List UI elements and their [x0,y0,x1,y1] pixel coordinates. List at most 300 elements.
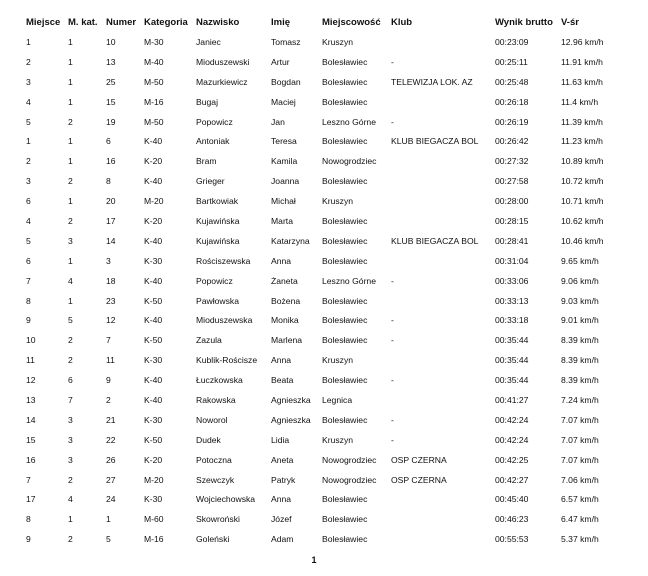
table-row [26,32,626,52]
cell-place: 3 [26,176,31,187]
cell-avg-speed: 10.89 km/h [561,156,604,167]
cell-surname: Zazula [196,335,222,346]
cell-category: K-50 [144,335,163,346]
cell-number: 24 [106,494,116,505]
cell-number: 14 [106,235,116,246]
cell-avg-speed: 11.39 km/h [561,116,603,127]
cell-surname: Noworol [196,414,228,425]
cell-number: 20 [106,196,116,207]
cell-club: - [391,275,394,286]
cell-number: 10 [106,36,116,47]
cell-club [391,529,495,549]
cell-gross-time: 00:42:24 [495,434,529,445]
cell-club [391,32,495,52]
cell-club [391,390,495,410]
table-row [26,92,626,112]
cell-category: K-20 [144,215,163,226]
cell-first-name: Lidia [271,434,290,445]
cell-club [391,191,495,211]
cell-surname: Antoniak [196,136,230,147]
cell-city: Bolesławiec [322,176,368,187]
column-header-category-place: M. kat. [68,16,98,28]
cell-surname: Dudek [196,434,221,445]
cell-place: 8 [26,295,31,306]
cell-category: K-40 [144,136,163,147]
table-row [26,52,626,72]
cell-category: M-16 [144,96,164,107]
cell-number: 19 [106,116,116,127]
cell-category-place: 1 [68,36,73,47]
cell-place: 4 [26,96,31,107]
cell-first-name: Aneta [271,454,294,465]
table-row [26,271,626,291]
cell-surname: Bugaj [196,96,218,107]
cell-avg-speed: 6.57 km/h [561,494,599,505]
cell-city: Kruszyn [322,36,354,47]
cell-gross-time: 00:31:04 [495,255,529,266]
table-row [26,191,626,211]
cell-city: Bolesławiec [322,335,368,346]
cell-number: 11 [106,355,115,366]
cell-surname: Potoczna [196,454,232,465]
cell-avg-speed: 9.01 km/h [561,315,599,326]
cell-category-place: 2 [68,176,73,187]
cell-number: 22 [106,434,116,445]
cell-city: Bolesławiec [322,375,368,386]
cell-surname: Szewczyk [196,474,235,485]
cell-category-place: 2 [68,116,73,127]
column-header-first-name: Imię [271,16,291,28]
cell-place: 2 [26,156,31,167]
cell-city: Bolesławiec [322,56,368,67]
cell-place: 7 [26,474,31,485]
cell-place: 2 [26,56,31,67]
cell-avg-speed: 7.06 km/h [561,474,599,485]
cell-category: M-40 [144,56,164,67]
cell-avg-speed: 7.07 km/h [561,414,599,425]
cell-category-place: 7 [68,394,73,405]
cell-club [391,251,495,271]
cell-category: M-20 [144,196,164,207]
cell-category: K-40 [144,235,163,246]
cell-avg-speed: 7.07 km/h [561,434,599,445]
cell-gross-time: 00:23:09 [495,36,529,47]
cell-surname: Skowroński [196,514,240,525]
cell-category: M-20 [144,474,164,485]
cell-surname: Janiec [196,36,221,47]
cell-place: 12 [26,375,36,386]
table-row [26,509,626,529]
cell-club [391,291,495,311]
cell-number: 6 [106,136,111,147]
cell-category-place: 3 [68,434,73,445]
cell-city: Bolesławiec [322,235,368,246]
cell-city: Nowogrodziec [322,156,377,167]
cell-category: K-50 [144,295,163,306]
cell-category-place: 2 [68,355,73,366]
cell-category-place: 2 [68,335,73,346]
cell-surname: Łuczkowska [196,375,243,386]
cell-category: K-30 [144,355,163,366]
cell-surname: Bram [196,156,217,167]
cell-city: Bolesławiec [322,514,368,525]
cell-gross-time: 00:26:42 [495,136,529,147]
cell-surname: Mioduszewska [196,315,253,326]
cell-surname: Kublik-Rościsze [196,355,258,366]
cell-gross-time: 00:42:24 [495,414,529,425]
cell-club [391,489,495,509]
table-row [26,390,626,410]
cell-category-place: 6 [68,375,73,386]
cell-first-name: Katarzyna [271,235,310,246]
cell-avg-speed: 9.06 km/h [561,275,599,286]
cell-category-place: 1 [68,96,73,107]
cell-first-name: Marlena [271,335,303,346]
header-row [26,12,626,32]
cell-club [391,211,495,231]
cell-category-place: 3 [68,414,73,425]
cell-gross-time: 00:28:15 [495,215,529,226]
cell-city: Legnica [322,394,353,405]
cell-city: Nowogrodziec [322,474,377,485]
table-row [26,291,626,311]
cell-gross-time: 00:41:27 [495,394,529,405]
cell-place: 6 [26,196,31,207]
cell-avg-speed: 10.46 km/h [561,235,604,246]
cell-city: Leszno Górne [322,116,376,127]
cell-first-name: Beata [271,375,294,386]
cell-first-name: Żaneta [271,275,298,286]
cell-first-name: Joanna [271,176,300,187]
cell-city: Bolesławiec [322,295,368,306]
table-row [26,370,626,390]
results-table-body [26,32,626,549]
table-row [26,529,626,549]
cell-first-name: Anna [271,255,292,266]
cell-number: 27 [106,474,116,485]
cell-gross-time: 00:27:32 [495,156,529,167]
cell-surname: Mioduszewski [196,56,250,67]
cell-surname: Popowicz [196,116,233,127]
cell-category: K-40 [144,275,163,286]
cell-gross-time: 00:27:58 [495,176,529,187]
cell-gross-time: 00:35:44 [495,375,529,386]
cell-category: K-40 [144,176,163,187]
cell-category-place: 1 [68,295,73,306]
cell-city: Nowogrodziec [322,454,377,465]
cell-avg-speed: 11.4 km/h [561,96,599,107]
cell-place: 5 [26,235,31,246]
cell-number: 16 [106,156,116,167]
cell-city: Bolesławiec [322,215,368,226]
cell-avg-speed: 9.03 km/h [561,295,599,306]
cell-gross-time: 00:25:11 [495,56,528,67]
table-row [26,171,626,191]
cell-number: 13 [106,56,116,67]
cell-place: 16 [26,454,36,465]
cell-number: 18 [106,275,116,286]
cell-category: K-50 [144,434,163,445]
cell-first-name: Adam [271,534,294,545]
cell-surname: Kujawińska [196,215,240,226]
cell-city: Kruszyn [322,355,354,366]
column-header-city: Miejscowość [322,16,381,28]
cell-category-place: 2 [68,534,73,545]
cell-first-name: Teresa [271,136,297,147]
cell-avg-speed: 11.63 km/h [561,76,603,87]
cell-first-name: Monika [271,315,299,326]
cell-gross-time: 00:46:23 [495,514,529,525]
cell-surname: Rakowska [196,394,236,405]
table-row [26,430,626,450]
cell-gross-time: 00:25:48 [495,76,529,87]
cell-gross-time: 00:35:44 [495,335,529,346]
cell-avg-speed: 5.37 km/h [561,534,599,545]
column-header-category: Kategoria [144,16,188,28]
cell-city: Bolesławiec [322,96,368,107]
cell-place: 10 [26,335,36,346]
page-number: 1 [311,555,317,565]
cell-club: TELEWIZJA LOK. AZ [391,76,473,87]
cell-category: M-60 [144,514,164,525]
cell-first-name: Tomasz [271,36,301,47]
cell-surname: Wojciechowska [196,494,256,505]
cell-category-place: 3 [68,454,73,465]
cell-category: K-20 [144,454,163,465]
cell-place: 14 [26,414,36,425]
cell-avg-speed: 11.23 km/h [561,136,603,147]
cell-first-name: Artur [271,56,290,67]
cell-number: 1 [106,514,111,525]
cell-surname: Pawłowska [196,295,239,306]
cell-city: Bolesławiec [322,414,368,425]
cell-avg-speed: 9.65 km/h [561,255,599,266]
table-row [26,310,626,330]
cell-place: 1 [26,136,31,147]
cell-category: K-30 [144,414,163,425]
cell-category: K-30 [144,494,163,505]
column-header-avg-speed: V-śr [561,16,579,28]
cell-category-place: 1 [68,255,73,266]
cell-gross-time: 00:33:06 [495,275,529,286]
table-row [26,470,626,490]
cell-number: 8 [106,176,111,187]
cell-club [391,92,495,112]
table-row [26,450,626,470]
cell-club: KLUB BIEGACZA BOL [391,136,479,147]
cell-category-place: 1 [68,56,73,67]
cell-first-name: Jan [271,116,285,127]
cell-gross-time: 00:26:19 [495,116,529,127]
cell-city: Bolesławiec [322,136,368,147]
cell-gross-time: 00:42:27 [495,474,529,485]
cell-city: Bolesławiec [322,534,368,545]
cell-place: 11 [26,355,35,366]
cell-surname: Mazurkiewicz [196,76,248,87]
cell-surname: Popowicz [196,275,233,286]
cell-club [391,350,495,370]
cell-first-name: Agnieszka [271,394,311,405]
cell-club: - [391,335,394,346]
cell-first-name: Bogdan [271,76,301,87]
cell-number: 7 [106,335,111,346]
cell-category: K-20 [144,156,163,167]
column-header-club: Klub [391,16,413,28]
cell-city: Kruszyn [322,434,354,445]
cell-category-place: 1 [68,196,73,207]
cell-category: K-40 [144,375,163,386]
cell-place: 9 [26,315,31,326]
cell-category: M-30 [144,36,164,47]
cell-number: 12 [106,315,116,326]
cell-city: Leszno Górne [322,275,376,286]
cell-place: 9 [26,534,31,545]
cell-club: OSP CZERNA [391,474,447,485]
cell-first-name: Agnieszka [271,414,311,425]
cell-gross-time: 00:33:18 [495,315,529,326]
cell-surname: Goleński [196,534,230,545]
cell-category-place: 1 [68,156,73,167]
cell-place: 13 [26,394,36,405]
cell-gross-time: 00:45:40 [495,494,529,505]
cell-first-name: Michał [271,196,296,207]
cell-place: 6 [26,255,31,266]
cell-avg-speed: 10.71 km/h [561,196,604,207]
cell-category-place: 1 [68,514,73,525]
cell-place: 17 [26,494,36,505]
cell-surname: Kujawińska [196,235,240,246]
results-table-head [26,12,626,32]
cell-club: - [391,56,394,67]
cell-first-name: Marta [271,215,293,226]
cell-category-place: 3 [68,235,73,246]
cell-club [391,509,495,529]
cell-gross-time: 00:26:18 [495,96,529,107]
cell-category: M-50 [144,76,164,87]
table-row [26,330,626,350]
cell-number: 15 [106,96,116,107]
table-row [26,251,626,271]
cell-avg-speed: 11.91 km/h [561,56,603,67]
cell-first-name: Kamila [271,156,298,167]
cell-first-name: Józef [271,514,292,525]
cell-avg-speed: 8.39 km/h [561,375,599,386]
cell-club: KLUB BIEGACZA BOL [391,235,479,246]
cell-avg-speed: 7.24 km/h [561,394,599,405]
cell-gross-time: 00:35:44 [495,355,529,366]
cell-surname: Grieger [196,176,225,187]
cell-number: 23 [106,295,116,306]
cell-number: 3 [106,255,111,266]
cell-gross-time: 00:55:53 [495,534,529,545]
cell-gross-time: 00:42:25 [495,454,529,465]
cell-city: Bolesławiec [322,255,368,266]
cell-first-name: Patryk [271,474,296,485]
cell-number: 21 [106,414,116,425]
cell-place: 7 [26,275,31,286]
cell-place: 3 [26,76,31,87]
cell-club [391,151,495,171]
cell-category-place: 4 [68,275,73,286]
cell-category: M-16 [144,534,164,545]
cell-number: 2 [106,394,111,405]
cell-avg-speed: 8.39 km/h [561,335,599,346]
cell-category-place: 2 [68,474,73,485]
cell-city: Bolesławiec [322,494,368,505]
cell-category-place: 1 [68,136,73,147]
cell-category-place: 2 [68,215,73,226]
cell-category: K-40 [144,394,163,405]
cell-number: 25 [106,76,116,87]
cell-city: Kruszyn [322,196,354,207]
cell-place: 1 [26,36,31,47]
cell-city: Bolesławiec [322,315,368,326]
cell-club: - [391,375,394,386]
cell-avg-speed: 7.07 km/h [561,454,599,465]
cell-category-place: 5 [68,315,73,326]
cell-category: K-30 [144,255,163,266]
cell-number: 9 [106,375,111,386]
cell-club: - [391,434,394,445]
cell-gross-time: 00:33:13 [495,295,529,306]
cell-club: OSP CZERNA [391,454,447,465]
cell-number: 17 [106,215,116,226]
cell-city: Bolesławiec [322,76,368,87]
cell-avg-speed: 8.39 km/h [561,355,599,366]
cell-first-name: Bożena [271,295,301,306]
cell-first-name: Anna [271,355,292,366]
cell-number: 26 [106,454,116,465]
cell-surname: Bartkowiak [196,196,239,207]
cell-place: 5 [26,116,31,127]
cell-avg-speed: 6.47 km/h [561,514,599,525]
cell-club: - [391,414,394,425]
cell-category: M-50 [144,116,164,127]
table-row [26,151,626,171]
cell-place: 4 [26,215,31,226]
table-row [26,112,626,132]
column-header-number: Numer [106,16,137,28]
results-table [26,12,626,549]
table-row [26,410,626,430]
cell-club: - [391,315,394,326]
cell-avg-speed: 10.72 km/h [561,176,604,187]
table-row [26,131,626,151]
cell-category: K-40 [144,315,163,326]
cell-surname: Rościszewska [196,255,251,266]
cell-club: - [391,116,394,127]
table-row [26,231,626,251]
table-row [26,72,626,92]
cell-category-place: 4 [68,494,73,505]
column-header-surname: Nazwisko [196,16,240,28]
cell-first-name: Anna [271,494,292,505]
cell-first-name: Maciej [271,96,296,107]
column-header-gross-time: Wynik brutto [495,16,553,28]
cell-place: 15 [26,434,36,445]
cell-avg-speed: 12.96 km/h [561,36,604,47]
cell-gross-time: 00:28:00 [495,196,529,207]
table-row [26,350,626,370]
table-row [26,211,626,231]
cell-place: 8 [26,514,31,525]
column-header-place: Miejsce [26,16,61,28]
cell-gross-time: 00:28:41 [495,235,529,246]
table-row [26,489,626,509]
cell-category-place: 1 [68,76,73,87]
cell-number: 5 [106,534,111,545]
cell-club [391,171,495,191]
